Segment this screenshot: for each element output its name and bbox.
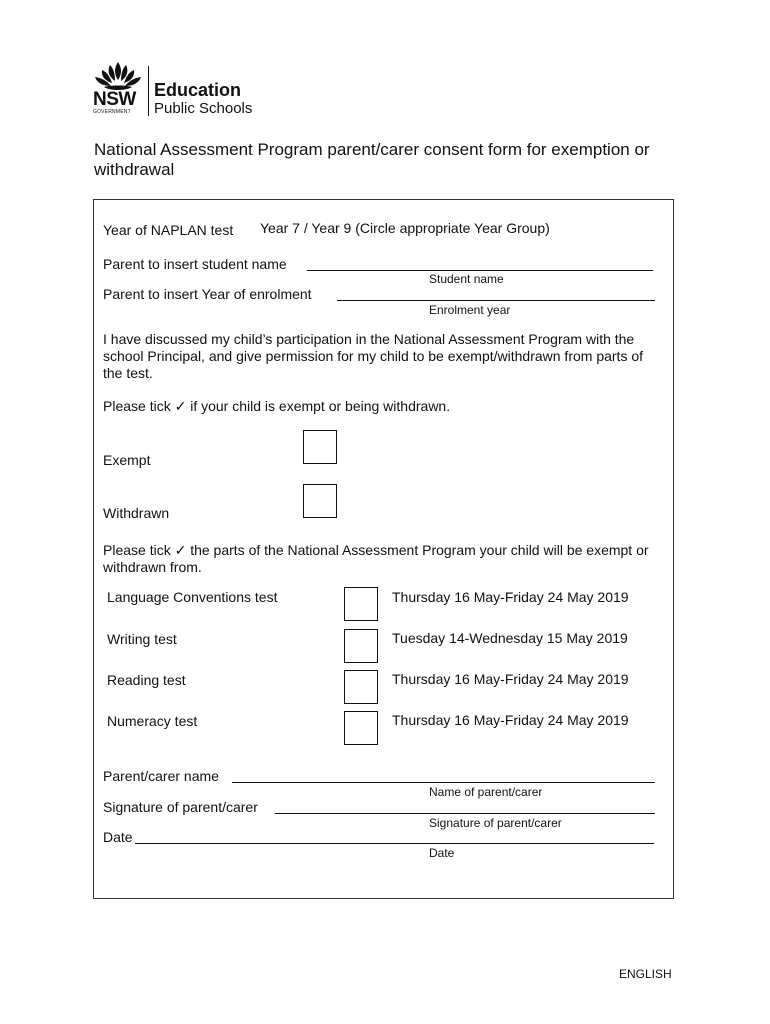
tick-instruction: Please tick ✓ if your child is exempt or being withdrawn. bbox=[103, 398, 451, 414]
date-label: Date bbox=[103, 829, 133, 845]
exempt-checkbox[interactable] bbox=[303, 430, 337, 464]
parent-name-caption: Name of parent/carer bbox=[429, 785, 543, 799]
logo-nsw-text: NSW bbox=[93, 89, 136, 110]
test-name: Reading test bbox=[107, 672, 186, 688]
year-label: Year of NAPLAN test bbox=[103, 222, 234, 238]
parent-name-field[interactable] bbox=[232, 782, 655, 783]
signature-caption: Signature of parent/carer bbox=[429, 816, 562, 830]
form-title: National Assessment Program parent/carer consent form for exemption or withdrawal bbox=[94, 140, 650, 179]
test-name: Writing test bbox=[107, 631, 177, 647]
nsw-education-logo bbox=[92, 62, 282, 118]
numeracy-test-checkbox[interactable] bbox=[344, 711, 378, 745]
logo-education-text: Education bbox=[154, 80, 242, 100]
writing-test-checkbox[interactable] bbox=[344, 629, 378, 663]
withdrawn-checkbox[interactable] bbox=[303, 484, 337, 518]
test-name: Numeracy test bbox=[107, 713, 198, 729]
date-field[interactable] bbox=[135, 843, 654, 844]
student-name-caption: Student name bbox=[429, 272, 504, 286]
enrolment-year-field[interactable] bbox=[337, 300, 655, 301]
date-caption: Date bbox=[429, 846, 455, 860]
reading-test-checkbox[interactable] bbox=[344, 670, 378, 704]
exempt-label: Exempt bbox=[103, 452, 151, 468]
signature-label: Signature of parent/carer bbox=[103, 799, 258, 815]
language-footer: ENGLISH bbox=[619, 967, 672, 981]
language-conventions-checkbox[interactable] bbox=[344, 587, 378, 621]
test-dates: Thursday 16 May-Friday 24 May 2019 bbox=[392, 589, 629, 605]
test-dates: Tuesday 14-Wednesday 15 May 2019 bbox=[392, 630, 628, 646]
test-name: Language Conventions test bbox=[107, 589, 278, 605]
enrolment-label: Parent to insert Year of enrolment bbox=[103, 286, 312, 302]
logo-public-schools-text: Public Schools bbox=[154, 100, 253, 117]
test-dates: Thursday 16 May-Friday 24 May 2019 bbox=[392, 671, 629, 687]
signature-field[interactable] bbox=[275, 813, 655, 814]
year-value[interactable]: Year 7 / Year 9 (Circle appropriate Year Group) bbox=[260, 220, 550, 236]
enrolment-year-caption: Enrolment year bbox=[429, 303, 511, 317]
logo-government-text: GOVERNMENT bbox=[93, 109, 131, 115]
parts-instruction: Please tick ✓ the parts of the National Assessment Program your child will be exempt or withdrawn from. bbox=[103, 542, 649, 575]
waratah-icon bbox=[92, 62, 144, 92]
student-name-label: Parent to insert student name bbox=[103, 256, 287, 272]
test-dates: Thursday 16 May-Friday 24 May 2019 bbox=[392, 712, 629, 728]
student-name-field[interactable] bbox=[307, 270, 653, 271]
discussion-paragraph: I have discussed my child’s participation in the National Assessment Program with the school Principal, and give permission for my child to be exempt/withdrawn from parts of the test. bbox=[103, 331, 644, 381]
logo-divider bbox=[148, 66, 149, 116]
withdrawn-label: Withdrawn bbox=[103, 505, 170, 521]
parent-name-label: Parent/carer name bbox=[103, 768, 219, 784]
